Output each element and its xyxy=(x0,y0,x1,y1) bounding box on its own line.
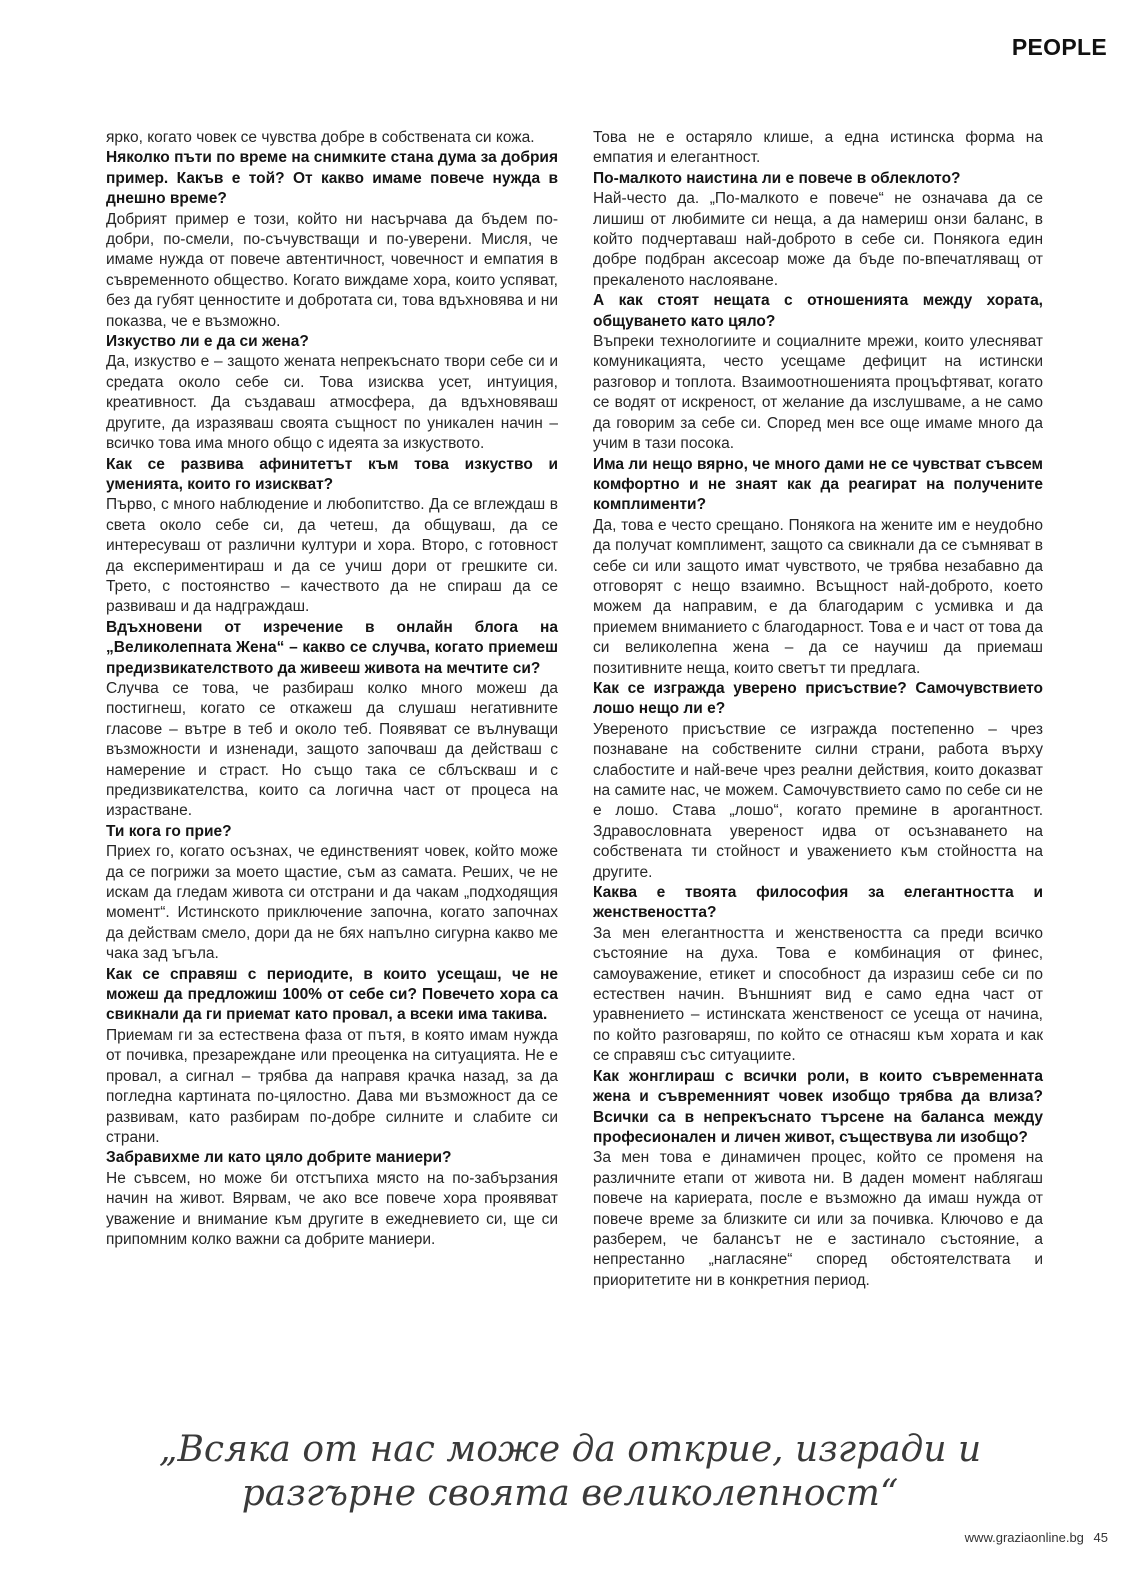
interview-answer: Първо, с много наблюдение и любопитство. Да се вглеждаш в света около себе си, да четеш, да общуваш, да се интересуваш от различни култури и хора. Второ, с готовност да експериментираш и да се учиш дори от грешките си. Трето, с постоянство – качеството да не спираш да се развиваш и да надграждаш. xyxy=(106,496,558,616)
pull-quote xyxy=(120,1428,1020,1516)
interview-answer: Да, това е често срещано. Понякога на жените им е неудобно да получат комплимент, защото са свикнали да се съмняват в себе си или защото имат чувството, че трябва незабавно да отговорят с нещо взаимно. Всъщност най-доброто, което можем да направим, е да благодарим с усмивка и да приемем вниманието с благодарност. Това е и част от това да си великолепна жена – да се научиш да приемаш позитивните неща, които светът ти предлага. xyxy=(593,516,1043,677)
interview-question: Има ли нещо вярно, че много дами не се чувстват съвсем комфортно и не знаят как да реагират на получените комплименти? xyxy=(593,455,1043,514)
pull-quote-line: разгърне своята великолепност“ xyxy=(241,1473,899,1514)
interview-question: Как се справяш с периодите, в които усещаш, че не можеш да предложиш 100% от себе си? Повечето хора са свикнали да ги приемат като провал, а всеки има такива. xyxy=(106,965,558,1024)
interview-answer: ярко, когато човек се чувства добре в собствената си кожа. xyxy=(106,129,535,146)
interview-answer: Случва се това, че разбираш колко много можеш да постигнеш, когато се откажеш да слушаш негативните гласове – вътре в теб и около теб. Появяват се вълнуващи възможности и изненади, защото започваш да действаш с намерение и страст. Но също така се сблъскваш и с предизвикателства, които са логична част от процеса на израстване. xyxy=(106,679,558,820)
website-url: www.graziaonline.bg xyxy=(964,1530,1084,1545)
interview-answer: Най-често да. „По-малкото е повече“ не означава да се лишиш от любимите си неща, а да намериш онзи баланс, в който подчертаваш най-доброто в себе си. Понякога един добре подбран аксесоар може да бъде по-впечатляващ от прекаленото наслояване. xyxy=(593,190,1043,289)
interview-question: Вдъхновени от изречение в онлайн блога на „Великолепната Жена“ – какво се случва, когато приемеш предизвикателството да живееш живота на мечтите си? xyxy=(106,618,558,677)
interview-answer: Не съвсем, но може би отстъпиха място на по-забързания начин на живот. Вярвам, че ако все повече хора проявяват уважение и внимание към другите в ежедневието си, ще си припомним колко важни са добрите маниери. xyxy=(106,1169,558,1248)
interview-answer: За мен елегантността и женствеността са преди всичко състояние на духа. Това е комбинация от финес, самоуважение, етикет и способност да изразиш себе си по естествен начин. Външният вид е само една част от уравнението – истинската женственост се усеща от начина, по който разговаряш, по който се отнасяш към хората и как се справяш със ситуациите. xyxy=(593,924,1043,1065)
interview-question: По-малкото наистина ли е повече в облеклото? xyxy=(593,169,961,187)
section-label: PEOPLE xyxy=(1011,34,1107,60)
interview-question: Забравихме ли като цяло добрите маниери? xyxy=(106,1149,452,1167)
interview-question: Как се развива афинитетът към това изкуство и уменията, които го изискват? xyxy=(106,455,558,493)
interview-answer: Приех го, когато осъзнах, че единственият човек, който може да се погрижи за моето щастие, съм аз самата. Реших, че не искам да гледам живота си отстрани и да чакам „подходящия момент“. Истинското приключение започна, когато започнах да действам смело, дори да не бях напълно сигурна какво ме чака зад ъгъла. xyxy=(106,843,558,963)
interview-question: Ти кога го прие? xyxy=(106,822,232,840)
page-number: 45 xyxy=(1093,1530,1108,1545)
interview-answer: За мен това е динамичен процес, който се променя на различните етапи от живота ни. В даден момент наблягаш повече на кариерата, после е възможно да имаш нужда от повече време за близките си или за почивка. Ключово е да разберем, че балансът не е застинало състояние, а непрестанно „нагласяне“ според обстоятелствата и приоритетите ни в конкретния период. xyxy=(593,1149,1043,1289)
interview-answer: Добрият пример е този, който ни насърчава да бъдем по-добри, по-смели, по-съчувстващи и по-уверени. Мисля, че имаме нужда от повече автентичност, човечност и емпатия в съвременното общество. Когато виждаме хора, които успяват, без да губят ценностите и добротата си, това вдъхновява и ни показва, че е възможно. xyxy=(106,210,558,330)
interview-answer: Да, изкуство е – защото жената непрекъснато твори себе си и средата около себе си. Това изисква усет, интуиция, креативност. Да създаваш атмосфера, да вдъхновяваш другите, да изразяваш своята същност по уникален начин – всичко това има много общо с идеята за изкуството. xyxy=(106,353,558,453)
interview-answer: Въпреки технологиите и социалните мрежи, които улесняват комуникацията, често усещаме дефицит на истински разговор и топлота. Взаимоотношенията процъфтяват, когато се водят от искреност, от желание да изслушваме, а не само да говорим за себе си. Според мен все още имаме много да учим в тази посока. xyxy=(593,333,1043,453)
interview-question: Как се изгражда уверено присъствие? Самочувствието лошо нещо ли е? xyxy=(593,679,1043,718)
interview-answer: Увереното присъствие се изгражда постепенно – чрез познаване на собствените силни страни, работа върху слабостите и най-вече чрез реални действия, които доказват на самите нас, че можем. Самочувствието само по себе си не е лошо. Става „лошо“, когато премине в арогантност. Здравословната увереност идва от осъзнаването на собствената ти стойност и уважението към стойността на другите. xyxy=(593,720,1043,881)
article-column-left xyxy=(106,128,558,1250)
page-footer xyxy=(959,1530,1108,1545)
interview-question: А как стоят нещата с отношенията между хората, общуването като цяло? xyxy=(593,292,1043,330)
article-column-right xyxy=(593,128,1043,1291)
interview-answer: Приемам ги за естествена фаза от пътя, в която имам нужда от почивка, презареждане или преоценка на ситуацията. Не е провал, а сигнал – трябва да направя крачка назад, за да погледна картината по-цялостно. Дава ми възможност да се развивам, като разбирам по-добре силните и слабите си страни. xyxy=(106,1026,558,1146)
interview-question: Каква е твоята философия за елегантността и женствеността? xyxy=(593,884,1043,922)
pull-quote-line: „Всяка от нас може да открие, изгради и xyxy=(158,1429,982,1470)
interview-question: Няколко пъти по време на снимките стана дума за добрия пример. Какъв е той? От какво имаме повече нужда в днешно време? xyxy=(106,149,558,208)
interview-question: Изкуство ли е да си жена? xyxy=(106,333,309,351)
interview-answer: Това не е остаряло клише, а една истинска форма на емпатия и елегантност. xyxy=(593,129,1043,167)
interview-question: Как жонглираш с всички роли, в които съвременната жена и съвременният човек изобщо трябва да влиза? Всички са в непрекъснато търсене на баланса между професионален и личен живот, съществува ли изобщо? xyxy=(593,1067,1043,1146)
